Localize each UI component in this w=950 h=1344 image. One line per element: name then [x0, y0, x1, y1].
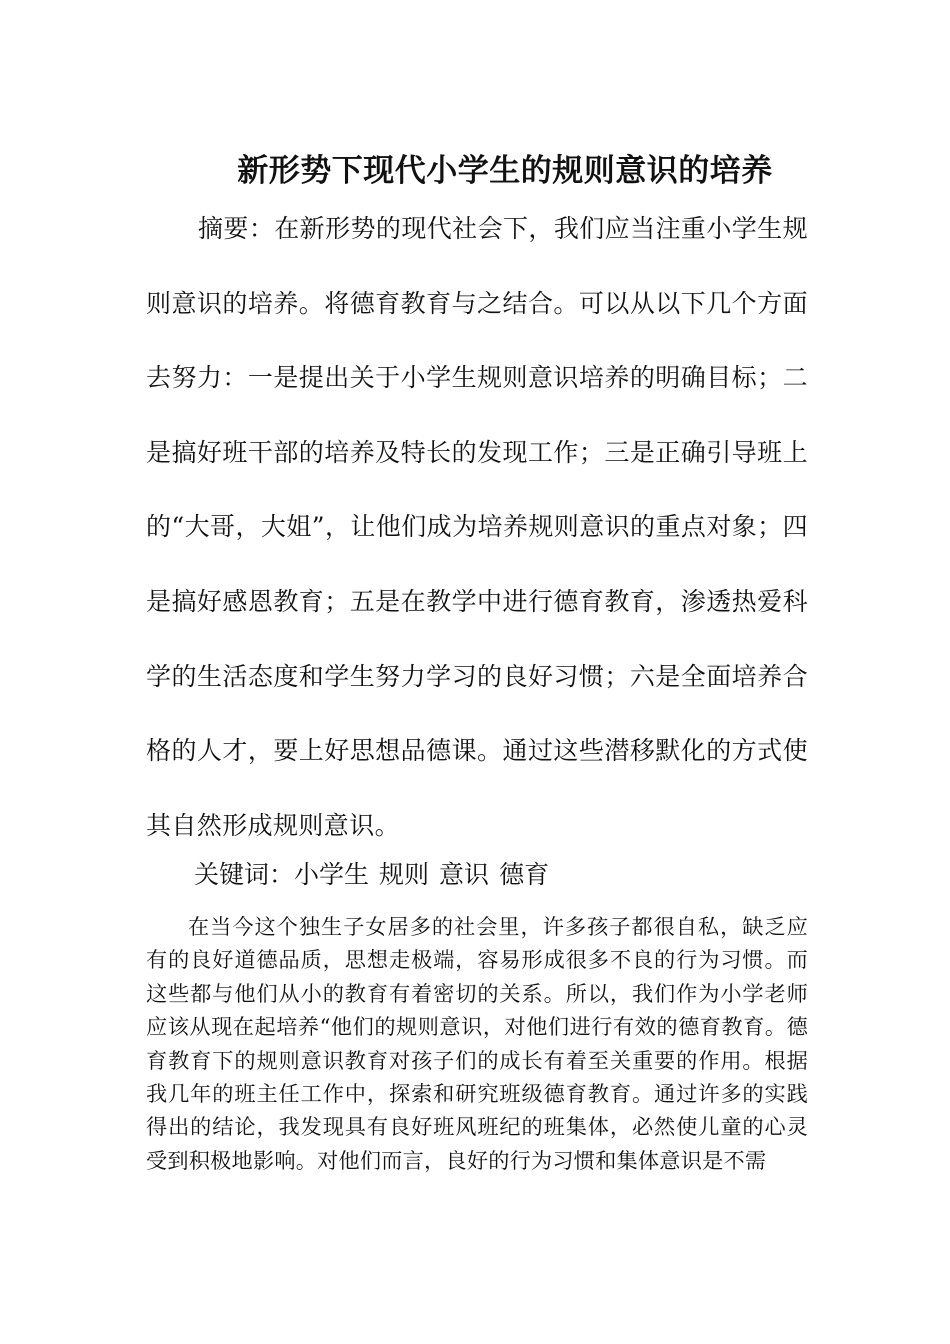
- keyword-term: 意识: [439, 860, 490, 889]
- keyword-term: 小学生: [294, 860, 370, 889]
- body-paragraph: 在当今这个独生子女居多的社会里，许多孩子都很自私，缺乏应有的良好道德品质，思想走极端，容易形成很多不良的行为习惯。而这些都与他们从小的教育有着密切的关系。所以，我们作为小学老师应该从现在起培养“他们的规则意识，对他们进行有效的德育教育。德育教育下的规则意识教育对孩子们的成长有着至关重要的作用。根据我几年的班主任工作中，探索和研究班级德育教育。通过许多的实践得出的结论，我发现具有良好班风班纪的班集体，必然使儿童的心灵受到积极地影响。对他们而言，良好的行为习惯和集体意识是不需: [146, 914, 808, 1173]
- document-title: 新形势下现代小学生的规则意识的培养: [237, 152, 773, 189]
- keywords-line: [146, 853, 808, 897]
- keyword-term: 德育: [499, 860, 550, 889]
- keywords-label: 关键词：: [194, 860, 295, 889]
- abstract-paragraph: 摘要：在新形势的现代社会下，我们应当注重小学生规则意识的培养。将德育教育与之结合。可以从以下几个方面去努力：一是提出关于小学生规则意识培养的明确目标；二是搞好班干部的培养及特长的发现工作；三是正确引导班上的“大哥，大姐”，让他们成为培养规则意识的重点对象；四是搞好感恩教育；五是在教学中进行德育教育，渗透热爱科学的生活态度和学生努力学习的良好习惯；六是全面培养合格的人才，要上好思想品德课。通过这些潜移默化的方式使其自然形成规则意识。: [146, 214, 808, 840]
- keyword-term: 规则: [379, 860, 430, 889]
